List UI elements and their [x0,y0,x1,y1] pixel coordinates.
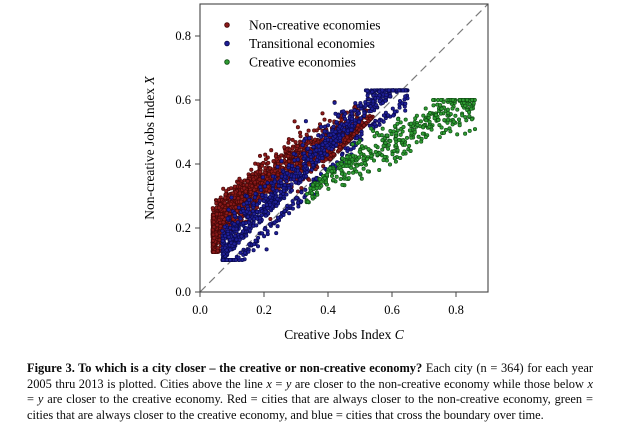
legend-item-creative [225,55,356,70]
svg-text:0.4: 0.4 [175,157,191,172]
svg-text:0.0: 0.0 [192,303,208,317]
svg-text:0.6: 0.6 [175,93,191,108]
figure-caption: Figure 3. To which is a city closer – the creative or non-creative economy? Each city (n = 364) for each year 2005 thru 2013 is plotted. Cities above the line x = y are closer to the non-creative economy while those below x = y are closer to the creative economy. Red = cities that are always closer to the non-creative economy, green = cities that are always closer to the creative economy, and blue = cities that cross the boundary over time. [27,361,593,422]
svg-text:0.6: 0.6 [384,303,400,317]
x-axis-label: Creative Jobs Index C [284,327,404,342]
legend-label-creative: Creative economies [249,54,356,70]
svg-text:0.2: 0.2 [175,221,191,236]
legend [225,18,381,70]
svg-text:0.8: 0.8 [448,303,464,317]
legend-marker-noncreative-icon [225,23,230,28]
y-axis-label: Non-creative Jobs Index X [142,76,157,220]
legend-item-noncreative [225,18,381,33]
legend-marker-transitional-icon [225,41,230,46]
legend-marker-creative-icon [225,60,230,65]
svg-text:0.8: 0.8 [175,29,191,44]
legend-label-noncreative: Non-creative economies [249,17,381,33]
y-axis-ticks [175,29,200,299]
svg-text:0.4: 0.4 [320,303,336,317]
legend-item-transitional [225,36,375,51]
x-axis-ticks [192,292,464,317]
svg-text:0.2: 0.2 [256,303,272,317]
svg-text:0.0: 0.0 [175,285,191,300]
legend-label-transitional: Transitional economies [249,36,375,51]
